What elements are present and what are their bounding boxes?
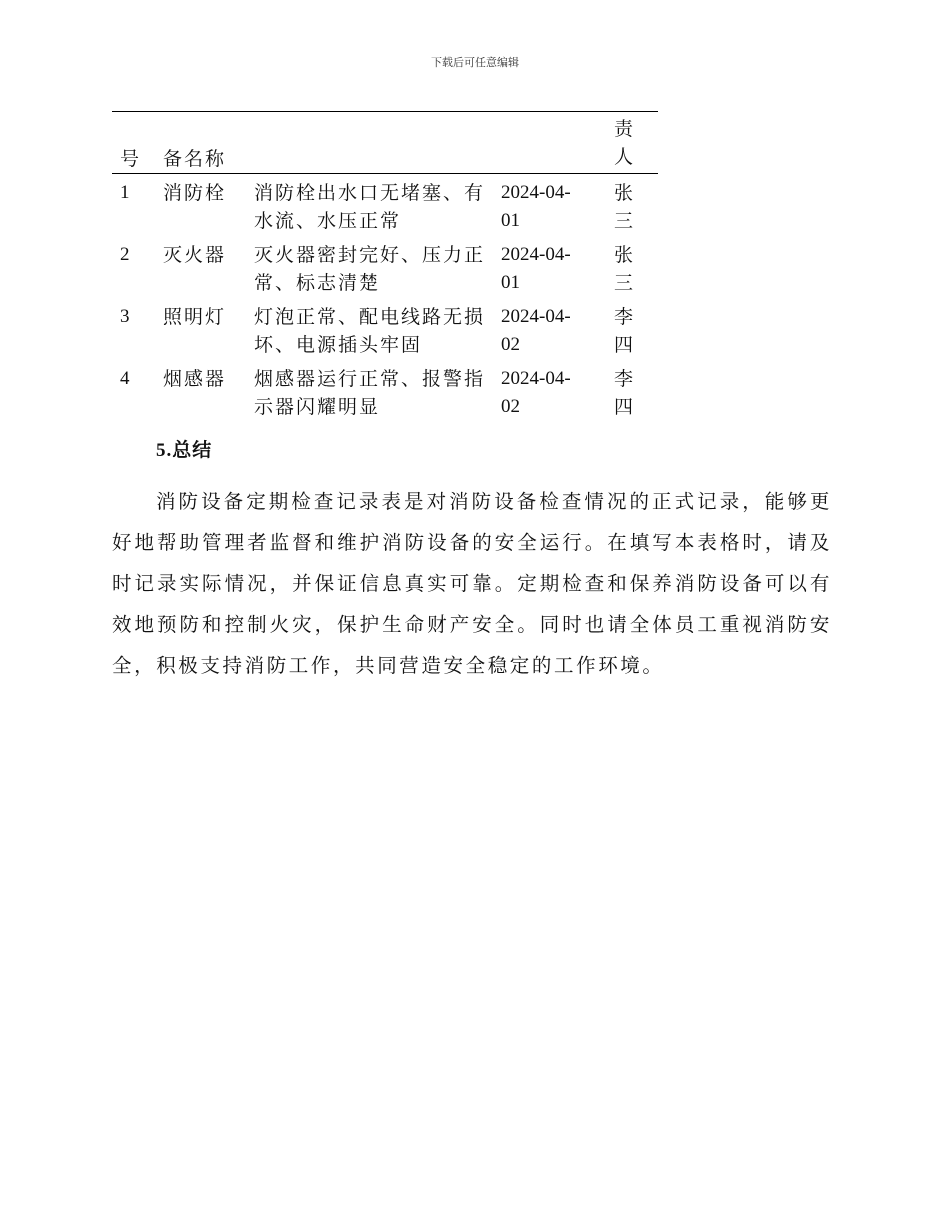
row-no: 3 [120,306,130,327]
header-responsible: 责 人 [614,118,636,168]
row-check-date: 2024-04- 01 [501,244,571,293]
table-header-rule [112,173,658,174]
row-equipment-name: 照明灯 [163,306,227,328]
row-no: 1 [120,182,130,203]
row-equipment-name: 消防栓 [163,182,227,204]
row-responsible: 张 三 [614,244,636,294]
table-top-rule [112,111,658,112]
section-number: 5. [156,440,173,461]
row-check-date: 2024-04- 01 [501,182,571,231]
row-check-content: 灯泡正常、配电线路无损坏、电源插头牢固 [254,306,486,356]
row-equipment-name: 灭火器 [163,244,227,266]
row-no: 2 [120,244,130,265]
row-equipment-name: 烟感器 [163,368,227,390]
page-header-note: 下载后可任意编辑 [431,56,519,69]
row-check-content: 烟感器运行正常、报警指示器闪耀明显 [254,368,486,418]
row-responsible: 张 三 [614,182,636,232]
row-check-date: 2024-04- 02 [501,306,571,355]
section-heading-summary [156,435,212,462]
section-title: 总结 [172,439,213,461]
header-equipment-name: 备名称 [163,148,227,170]
row-check-content: 消防栓出水口无堵塞、有水流、水压正常 [254,182,486,232]
row-responsible: 李 四 [614,306,636,356]
summary-paragraph: 消防设备定期检查记录表是对消防设备检查情况的正式记录，能够更好地帮助管理者监督和维护消防设备的安全运行。在填写本表格时，请及时记录实际情况，并保证信息真实可靠。定期检查和保养消防设备可以有效地预防和控制火灾，保护生命财产安全。同时也请全体员工重视消防安全，积极支持消防工作，共同营造安全稳定的工作环境。 [112,490,832,677]
row-responsible: 李 四 [614,368,636,418]
row-no: 4 [120,368,130,389]
row-check-date: 2024-04- 02 [501,368,571,417]
row-check-content: 灭火器密封完好、压力正常、标志清楚 [254,244,486,294]
header-no: 号 [120,148,142,170]
